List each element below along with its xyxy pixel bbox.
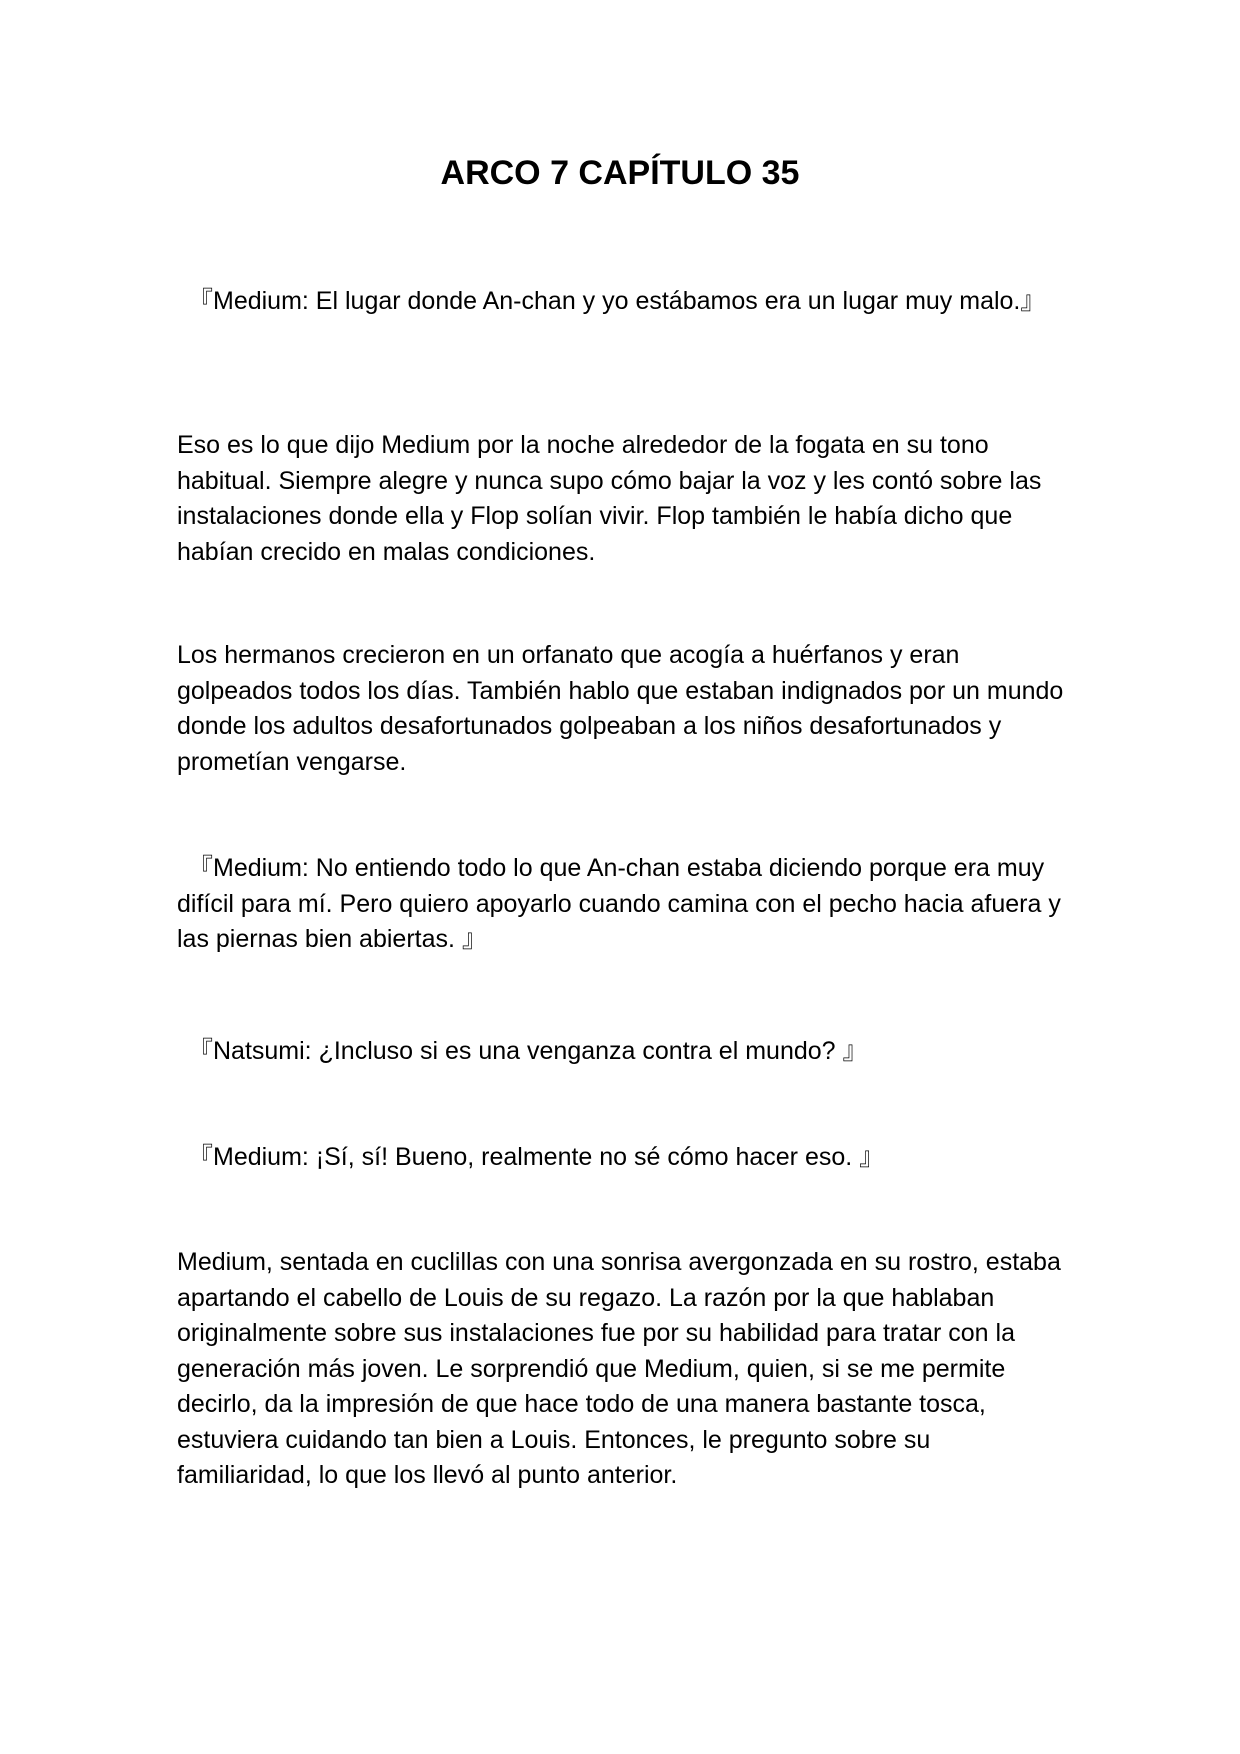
paragraph-4-dialogue: 『Medium: No entiendo todo lo que An-chan estaba diciendo porque era muy difícil para mí. Pero quiero apoyarlo cuando camina con el pecho hacia afuera y las piernas bien abiertas. 』 — [177, 854, 1061, 953]
paragraph-2-narration: Eso es lo que dijo Medium por la noche alrededor de la fogata en su tono habitual. Siempre alegre y nunca supo cómo bajar la voz y les contó sobre las instalaciones donde ella y Flop solían vivir. Flop también le había dicho que habían crecido en malas condiciones. — [177, 431, 1042, 566]
paragraph-1-dialogue: 『Medium: El lugar donde An-chan y yo estábamos era un lugar muy malo.』 — [188, 287, 1046, 315]
paragraph-7-narration: Medium, sentada en cuclillas con una sonrisa avergonzada en su rostro, estaba apartando el cabello de Louis de su regazo. La razón por la que hablaban originalmente sobre sus instalaciones fue por su habilidad para tratar con la generación más joven. Le sorprendió que Medium, quien, si se me permite decirlo, da la impresión de que hace todo de una manera bastante tosca, estuviera cuidando tan bien a Louis. Entonces, le pregunto sobre su familiaridad, lo que los llevó al punto anterior. — [177, 1248, 1061, 1489]
paragraph-6-dialogue: 『Medium: ¡Sí, sí! Bueno, realmente no sé cómo hacer eso. 』 — [188, 1143, 885, 1171]
paragraph-5-dialogue: 『Natsumi: ¿Incluso si es una venganza contra el mundo? 』 — [188, 1037, 868, 1065]
chapter-title: ARCO 7 CAPÍTULO 35 — [440, 154, 800, 192]
paragraph-3-narration: Los hermanos crecieron en un orfanato que acogía a huérfanos y eran golpeados todos los días. También hablo que estaban indignados por un mundo donde los adultos desafortunados golpeaban a los niños desafortunados y prometían vengarse. — [177, 641, 1064, 776]
